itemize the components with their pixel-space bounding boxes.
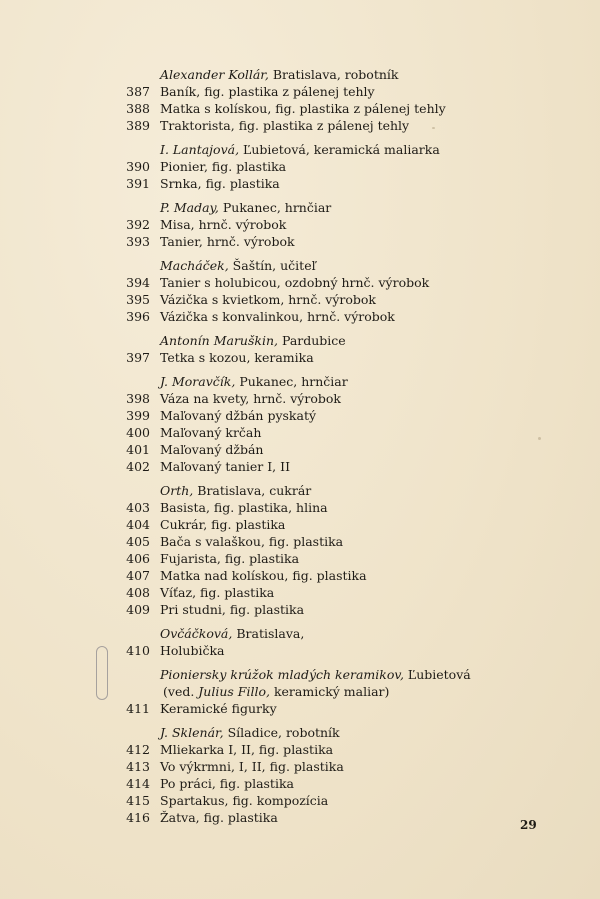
- entry-number: 387: [126, 84, 150, 99]
- entry-title: Traktorista, fig. plastika z pálenej tehly: [160, 118, 410, 133]
- catalog-entry: [0, 499, 600, 516]
- entry-title: Spartakus, fig. kompozícia: [160, 793, 329, 808]
- entry-number: 393: [126, 234, 150, 249]
- entry-title: Vázička s konvalinkou, hrnč. výrobok: [160, 309, 395, 324]
- entry-title: Maľovaný džbán: [160, 442, 264, 457]
- entry-title: Pri studni, fig. plastika: [160, 602, 305, 617]
- entry-number: 388: [126, 101, 150, 116]
- entry-title: Bača s valaškou, fig. plastika: [160, 534, 344, 549]
- artist-info: Síladice, robotník: [223, 725, 340, 740]
- catalog-entry: [0, 458, 600, 475]
- entry-number: 413: [126, 759, 150, 774]
- catalog-entry: [0, 601, 600, 618]
- entry-number: 414: [126, 776, 150, 791]
- entry-number: 390: [126, 159, 150, 174]
- entry-title: Tanier, hrnč. výrobok: [160, 234, 295, 249]
- entry-number: 416: [126, 810, 150, 825]
- artist-info: Bratislava,: [232, 626, 305, 641]
- catalog-entry: [0, 216, 600, 233]
- note-leader-name: Julius Fillo,: [198, 684, 270, 699]
- catalog-entry: [0, 441, 600, 458]
- artist-info: Pukanec, hrnčiar: [235, 374, 348, 389]
- entry-title: Maľovaný krčah: [160, 425, 262, 440]
- entry-number: 391: [126, 176, 150, 191]
- artist-info: Šaštín, učiteľ: [228, 258, 316, 273]
- entry-title: Víťaz, fig. plastika: [160, 585, 275, 600]
- artist-name: P. Maday,: [160, 200, 219, 215]
- artist-heading: [160, 373, 600, 390]
- entry-title: Matka s kolískou, fig. plastika z pálenej tehly: [160, 101, 446, 116]
- catalog-entry: [0, 291, 600, 308]
- artist-name: Pioniersky krúžok mladých keramikov,: [160, 667, 404, 682]
- entry-number: 406: [126, 551, 150, 566]
- artist-name: Alexander Kollár,: [160, 67, 269, 82]
- catalog-entry: [0, 308, 600, 325]
- entry-number: 389: [126, 118, 150, 133]
- entry-title: Váza na kvety, hrnč. výrobok: [160, 391, 341, 406]
- entry-number: 402: [126, 459, 150, 474]
- entry-number: 394: [126, 275, 150, 290]
- artist-info: Pardubice: [278, 333, 346, 348]
- note-suffix: keramický maliar): [269, 684, 390, 699]
- artist-info: Ľubietová: [403, 667, 471, 682]
- artist-name: Ovčáčková,: [160, 626, 233, 641]
- pencil-bracket-mark: [96, 646, 108, 700]
- entry-number: 396: [126, 309, 150, 324]
- entry-title: Vázička s kvietkom, hrnč. výrobok: [160, 292, 377, 307]
- entry-number: 403: [126, 500, 150, 515]
- entry-number: 409: [126, 602, 150, 617]
- artist-name: J. Moravčík,: [160, 374, 236, 389]
- entry-number: 398: [126, 391, 150, 406]
- entry-number: 401: [126, 442, 150, 457]
- note-prefix: (ved.: [163, 684, 199, 699]
- artist-heading: [160, 482, 600, 499]
- catalog-entry: [0, 233, 600, 250]
- catalog-entry: [0, 390, 600, 407]
- paper-speck: [432, 127, 435, 129]
- entry-number: 404: [126, 517, 150, 532]
- artist-heading: [160, 724, 600, 741]
- catalog-entry: [0, 775, 600, 792]
- catalog-entry: [0, 584, 600, 601]
- entry-number: 411: [126, 701, 150, 716]
- catalog-entry: [0, 741, 600, 758]
- entry-title: Po práci, fig. plastika: [160, 776, 294, 791]
- catalog-entry: [0, 407, 600, 424]
- entry-title: Srnka, fig. plastika: [160, 176, 280, 191]
- catalog-entry: [0, 567, 600, 584]
- artist-info: Bratislava, cukrár: [193, 483, 312, 498]
- entry-title: Vo výkrmni, I, II, fig. plastika: [160, 759, 344, 774]
- entry-number: 415: [126, 793, 150, 808]
- catalog-page: [0, 66, 600, 826]
- artist-name: Macháček,: [160, 258, 229, 273]
- artist-heading: [160, 666, 600, 683]
- catalog-entry: [0, 700, 600, 717]
- artist-heading: [160, 257, 600, 274]
- entry-number: 407: [126, 568, 150, 583]
- entry-number: 412: [126, 742, 150, 757]
- entry-title: Žatva, fig. plastika: [160, 810, 278, 825]
- artist-heading: [160, 625, 600, 642]
- entry-number: 397: [126, 350, 150, 365]
- artist-info: Bratislava, robotník: [268, 67, 399, 82]
- page-number: 29: [520, 818, 537, 832]
- catalog-entry: [0, 83, 600, 100]
- entry-title: Misa, hrnč. výrobok: [160, 217, 287, 232]
- entry-number: 408: [126, 585, 150, 600]
- catalog-entry: [0, 550, 600, 567]
- catalog-entry: [0, 642, 600, 659]
- entry-title: Holubička: [160, 643, 225, 658]
- artist-name: I. Lantajová,: [160, 142, 240, 157]
- entry-number: 410: [126, 643, 150, 658]
- entry-title: Cukrár, fig. plastika: [160, 517, 286, 532]
- catalog-entry: [0, 158, 600, 175]
- catalog-entry: [0, 274, 600, 291]
- entry-title: Pionier, fig. plastika: [160, 159, 287, 174]
- entry-title: Fujarista, fig. plastika: [160, 551, 300, 566]
- catalog-entry: [0, 117, 600, 134]
- entry-number: 392: [126, 217, 150, 232]
- entry-title: Tetka s kozou, keramika: [160, 350, 314, 365]
- catalog-entry: [0, 424, 600, 441]
- artist-info: Ľubietová, keramická maliarka: [239, 142, 440, 157]
- entry-number: 405: [126, 534, 150, 549]
- catalog-entry: [0, 533, 600, 550]
- entry-title: Mliekarka I, II, fig. plastika: [160, 742, 334, 757]
- catalog-entry: [0, 792, 600, 809]
- catalog-entry: [0, 349, 600, 366]
- catalog-entry: [0, 100, 600, 117]
- catalog-entry: [0, 809, 600, 826]
- artist-heading: [160, 141, 600, 158]
- entry-title: Maľovaný džbán pyskatý: [160, 408, 317, 423]
- entry-title: Maľovaný tanier I, II: [160, 459, 291, 474]
- entry-number: 395: [126, 292, 150, 307]
- catalog-entry: [0, 516, 600, 533]
- catalog-entry: [0, 175, 600, 192]
- entry-number: 400: [126, 425, 150, 440]
- artist-heading: [160, 199, 600, 216]
- artist-heading: [160, 332, 600, 349]
- artist-heading: [160, 66, 600, 83]
- entry-number: 399: [126, 408, 150, 423]
- entry-title: Keramické figurky: [160, 701, 277, 716]
- entry-title: Tanier s holubicou, ozdobný hrnč. výrobok: [160, 275, 430, 290]
- artist-name: Antonín Maruškin,: [160, 333, 278, 348]
- entry-title: Basista, fig. plastika, hlina: [160, 500, 328, 515]
- artist-note: [163, 683, 600, 700]
- artist-name: J. Sklenár,: [160, 725, 224, 740]
- entry-title: Matka nad kolískou, fig. plastika: [160, 568, 367, 583]
- entry-title: Baník, fig. plastika z pálenej tehly: [160, 84, 375, 99]
- artist-info: Pukanec, hrnčiar: [218, 200, 332, 215]
- paper-speck: [538, 437, 541, 440]
- catalog-entry: [0, 758, 600, 775]
- artist-name: Orth,: [160, 483, 194, 498]
